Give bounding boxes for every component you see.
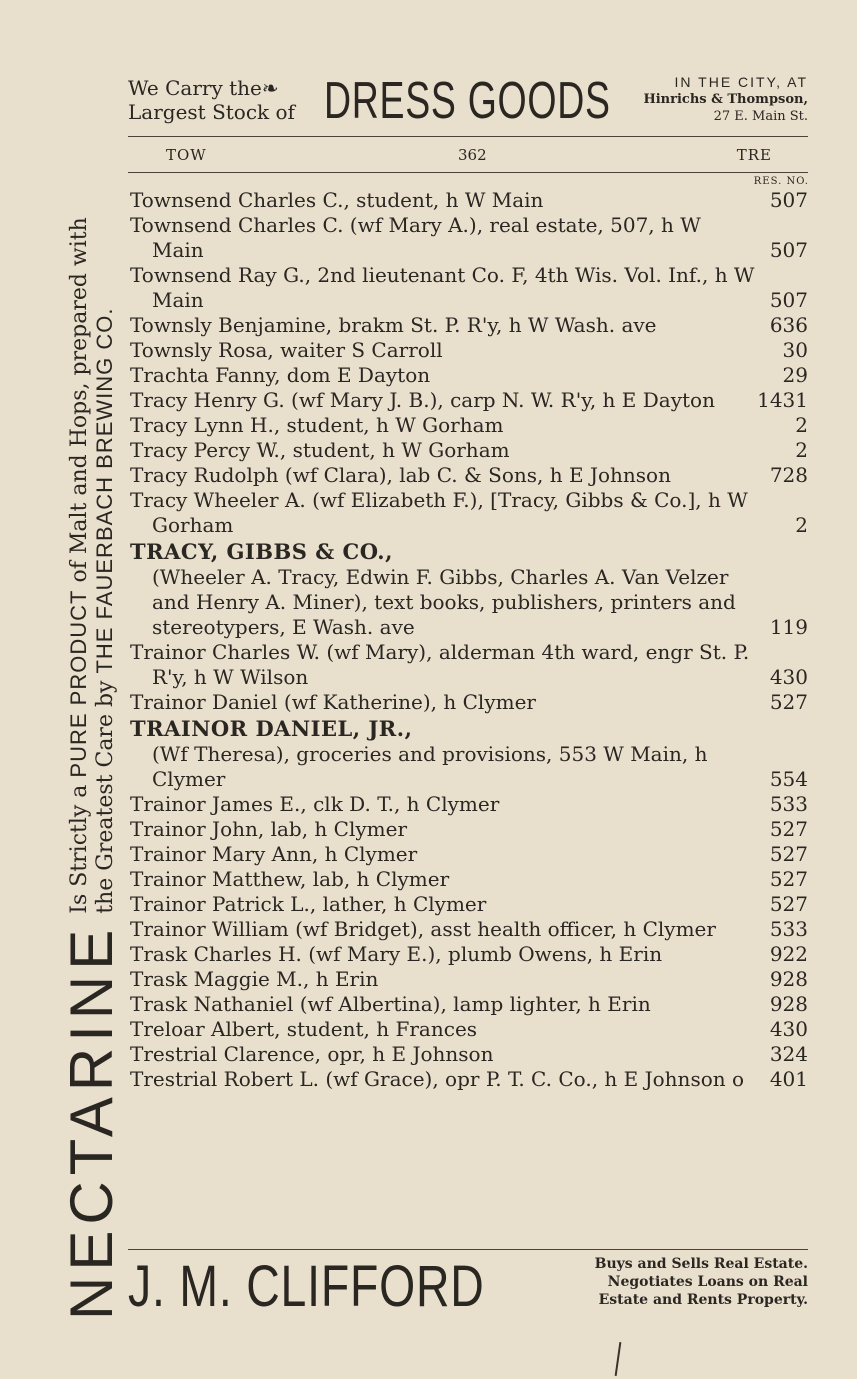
entry-text: Trainor William (wf Bridget), asst health officer, h Clymer <box>130 917 716 941</box>
residence-number: 2 <box>795 413 808 437</box>
entry-text: Trachta Fanny, dom E Dayton <box>130 363 431 387</box>
residence-number: 401 <box>769 1067 808 1091</box>
side-ad-text <box>66 217 118 914</box>
running-head-right: TRE <box>736 146 772 164</box>
entry-text: Trask Charles H. (wf Mary E.), plumb Owens, h Erin <box>130 942 663 966</box>
entry-text: Treloar Albert, student, h Frances <box>130 1017 478 1041</box>
residence-number: 507 <box>769 188 808 212</box>
entry-text: Trestrial Clarence, opr, h E Johnson <box>130 1042 494 1066</box>
top-ad-right-line-1: IN THE CITY, AT <box>674 74 808 90</box>
list-item <box>130 438 808 463</box>
running-head-left: TOW <box>166 146 207 164</box>
bottom-ad-text <box>568 1255 808 1309</box>
residence-number: 527 <box>769 842 808 866</box>
side-ad-line-1a: Is Strictly a <box>67 784 92 914</box>
residence-number: 527 <box>769 817 808 841</box>
list-item <box>130 413 808 438</box>
top-ad-right-line-3: 27 E. Main St. <box>713 109 808 124</box>
top-ad-left-line-2: Largest Stock of <box>128 100 295 124</box>
entry-text: Trainor Mary Ann, h Clymer <box>130 842 418 866</box>
residence-number: 430 <box>769 665 808 689</box>
residence-number: 554 <box>769 767 808 791</box>
running-head <box>128 146 808 168</box>
list-item <box>130 917 808 942</box>
residence-number: 928 <box>769 967 808 991</box>
bottom-ad-line-3: Estate and Rents Property. <box>598 1292 808 1308</box>
list-item <box>130 463 808 488</box>
bottom-ad-headline: J. M. CLIFFORD <box>128 1254 485 1319</box>
list-item <box>130 842 808 867</box>
list-item <box>130 488 808 538</box>
residence-number: 527 <box>769 892 808 916</box>
top-ad-right <box>643 74 808 125</box>
side-ad-line-2a: the Greatest Care by <box>93 680 118 914</box>
list-item <box>130 388 808 413</box>
residence-number: 728 <box>769 463 808 487</box>
residence-number: 928 <box>769 992 808 1016</box>
entry-text: Trainor Charles W. (wf Mary), alderman 4th ward, engr St. P. R'y, h W Wilson <box>130 640 750 689</box>
side-ad-line-1b: PURE PRODUCT <box>66 589 91 778</box>
entry-text: Trainor John, lab, h Clymer <box>130 817 408 841</box>
header-rule <box>128 172 808 173</box>
ornament-icon: ❧ <box>261 76 279 100</box>
pencil-mark <box>615 1342 622 1376</box>
residence-number: 922 <box>769 942 808 966</box>
firm-entry <box>130 715 808 792</box>
firm-details: (Wf Theresa), groceries and provisions, 553 W Main, h Clymer <box>152 742 708 791</box>
top-ad-headline: DRESS GOODS <box>324 72 611 130</box>
entry-text: Trainor James E., clk D. T., h Clymer <box>130 792 500 816</box>
side-advertisement <box>58 45 125 1320</box>
entry-text: Tracy Henry G. (wf Mary J. B.), carp N. W. R'y, h E Dayton <box>130 388 715 412</box>
entry-text: Tracy Percy W., student, h W Gorham <box>130 438 510 462</box>
list-item <box>130 867 808 892</box>
residence-number: 533 <box>769 917 808 941</box>
residence-number: 1431 <box>757 388 808 412</box>
bottom-ad-line-2: Negotiates Loans on Real <box>607 1274 808 1290</box>
firm-details: (Wheeler A. Tracy, Edwin F. Gibbs, Charles A. Van Velzer and Henry A. Miner), text books, publishers, printers and stereotypers, E Wash. ave <box>152 565 736 639</box>
list-item <box>130 1042 808 1067</box>
firm-entry <box>130 538 808 640</box>
residence-number: 29 <box>782 363 808 387</box>
side-ad-brand: NECTARINE <box>58 923 125 1320</box>
top-rule <box>128 136 808 137</box>
bottom-ad-line-1: Buys and Sells Real Estate. <box>594 1256 808 1272</box>
list-item <box>130 1017 808 1042</box>
entry-text: Tracy Rudolph (wf Clara), lab C. & Sons, h E Johnson <box>130 463 671 487</box>
side-ad-line-2b: THE FAUERBACH BREWING CO. <box>92 307 117 674</box>
entry-text: Townsly Benjamine, brakm St. P. R'y, h W Wash. ave <box>130 313 657 337</box>
entry-text: Trainor Daniel (wf Katherine), h Clymer <box>130 690 536 714</box>
firm-name: TRAINOR DANIEL, JR., <box>130 716 413 741</box>
list-item <box>130 942 808 967</box>
directory-entries <box>130 188 808 1092</box>
list-item <box>130 338 808 363</box>
side-ad-line-1 <box>66 217 92 914</box>
residence-number: 30 <box>782 338 808 362</box>
top-ad-left-line-1: We Carry the <box>128 76 262 100</box>
list-item <box>130 1067 808 1092</box>
residence-number: 2 <box>795 513 808 537</box>
entry-text: Trestrial Robert L. (wf Grace), opr P. T. C. Co., h E Johnson o <box>130 1067 745 1091</box>
res-no-label: RES. NO. <box>753 176 809 187</box>
residence-number: 430 <box>769 1017 808 1041</box>
top-advertisement <box>128 72 808 134</box>
list-item <box>130 690 808 715</box>
entry-text: Townsend Ray G., 2nd lieutenant Co. F, 4th Wis. Vol. Inf., h W Main <box>130 263 755 312</box>
list-item <box>130 263 808 313</box>
residence-number: 324 <box>769 1042 808 1066</box>
top-ad-left <box>128 76 295 124</box>
entry-text: Townsly Rosa, waiter S Carroll <box>130 338 443 362</box>
entry-text: Tracy Wheeler A. (wf Elizabeth F.), [Tracy, Gibbs & Co.], h W Gorham <box>130 488 748 537</box>
entry-text: Townsend Charles C. (wf Mary A.), real estate, 507, h W Main <box>130 213 701 262</box>
list-item <box>130 640 808 690</box>
list-item <box>130 792 808 817</box>
entry-text: Trainor Patrick L., lather, h Clymer <box>130 892 487 916</box>
top-ad-right-line-2: Hinrichs & Thompson, <box>643 92 808 107</box>
residence-number: 527 <box>769 867 808 891</box>
list-item <box>130 992 808 1017</box>
entry-text: Trask Nathaniel (wf Albertina), lamp lighter, h Erin <box>130 992 651 1016</box>
list-item <box>130 313 808 338</box>
page-number: 362 <box>458 146 487 164</box>
residence-number: 507 <box>769 238 808 262</box>
residence-number: 507 <box>769 288 808 312</box>
residence-number: 2 <box>795 438 808 462</box>
entry-text: Trask Maggie M., h Erin <box>130 967 379 991</box>
list-item <box>130 213 808 263</box>
firm-name: TRACY, GIBBS & CO., <box>130 539 393 564</box>
list-item <box>130 188 808 213</box>
list-item <box>130 363 808 388</box>
list-item <box>130 817 808 842</box>
entry-text: Townsend Charles C., student, h W Main <box>130 188 544 212</box>
side-ad-line-2 <box>92 217 118 914</box>
residence-number: 119 <box>769 615 808 639</box>
bottom-advertisement <box>128 1255 808 1317</box>
residence-number: 636 <box>769 313 808 337</box>
list-item <box>130 892 808 917</box>
side-ad-line-1c: of Malt and Hops, prepared with <box>67 217 92 583</box>
entry-text: Trainor Matthew, lab, h Clymer <box>130 867 450 891</box>
residence-number: 533 <box>769 792 808 816</box>
entry-text: Tracy Lynn H., student, h W Gorham <box>130 413 504 437</box>
list-item <box>130 967 808 992</box>
bottom-rule <box>128 1249 808 1250</box>
residence-number: 527 <box>769 690 808 714</box>
